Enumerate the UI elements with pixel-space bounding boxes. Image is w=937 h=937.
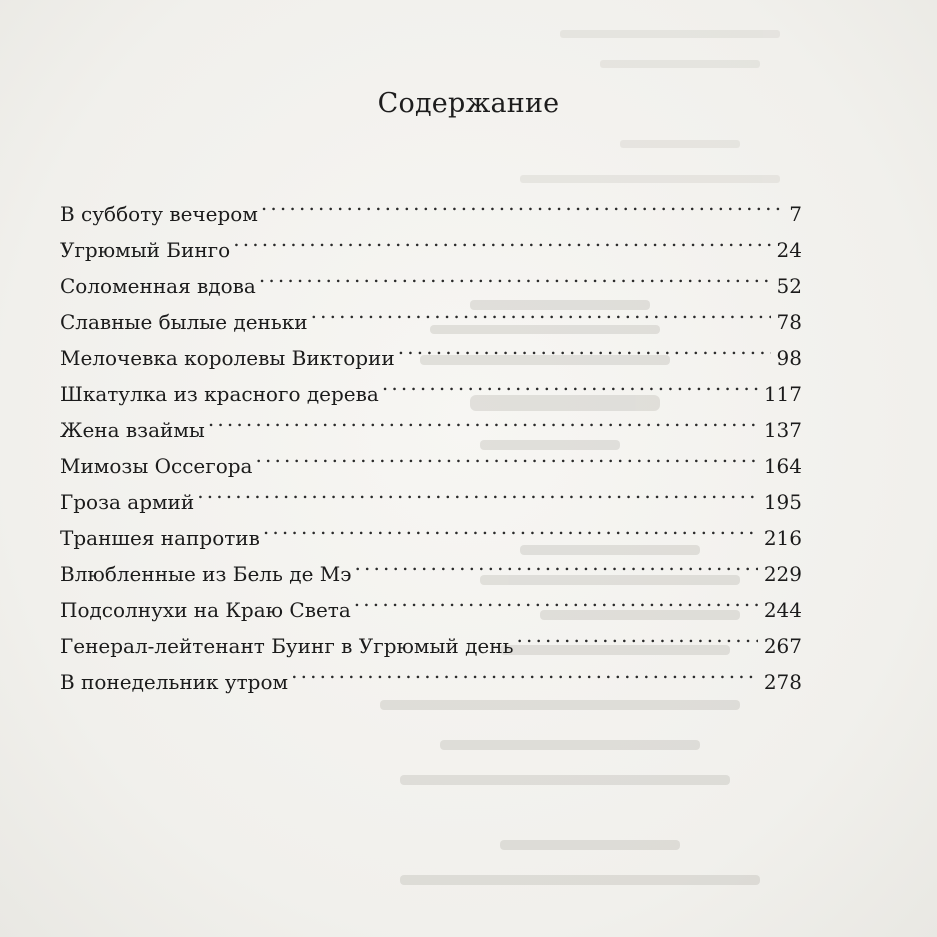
toc-entry-title: Траншея напротив <box>60 526 260 550</box>
toc-entry-page: 7 <box>789 202 802 226</box>
toc-entry-page: 78 <box>776 310 802 334</box>
toc-entry-page: 267 <box>763 634 802 658</box>
dot-leader <box>259 257 771 293</box>
dot-leader <box>516 617 757 653</box>
dot-leader <box>263 509 758 545</box>
toc-entry-page: 278 <box>763 670 802 694</box>
toc-entry-title: Соломенная вдова <box>60 274 256 298</box>
dot-leader <box>261 185 783 221</box>
dot-leader <box>233 221 770 257</box>
toc-entry-title: Мелочевка королевы Виктории <box>60 346 395 370</box>
dot-leader <box>311 293 771 329</box>
dot-leader <box>354 581 758 617</box>
toc-entry-title: Мимозы Оссегора <box>60 454 253 478</box>
dot-leader <box>382 365 758 401</box>
toc-entry-page: 137 <box>763 418 802 442</box>
toc-entry-page: 216 <box>763 526 802 550</box>
toc-entry-title: Шкатулка из красного дерева <box>60 382 379 406</box>
toc-entry-title: В понедельник утром <box>60 670 289 694</box>
dot-leader <box>197 473 758 509</box>
toc-entry-title: Жена взаймы <box>60 418 205 442</box>
toc-entry-title: Влюбленные из Бель де Мэ <box>60 562 352 586</box>
toc-entry-page: 244 <box>763 598 802 622</box>
toc-entry-page: 117 <box>763 382 802 406</box>
toc-entry-title: Подсолнухи на Краю Света <box>60 598 351 622</box>
toc-entry[interactable] <box>60 185 802 226</box>
toc-entry-page: 195 <box>763 490 802 514</box>
toc-entry-page: 52 <box>776 274 802 298</box>
toc-entry-page: 229 <box>763 562 802 586</box>
toc-entry-page: 98 <box>776 346 802 370</box>
toc-entry-title: В субботу вечером <box>60 202 258 226</box>
toc-entry-title: Гроза армий <box>60 490 195 514</box>
toc-entry-page: 24 <box>776 238 802 262</box>
toc-entry-title: Генерал-лейтенант Буинг в Угрюмый день <box>60 634 514 658</box>
toc-entry-page: 164 <box>763 454 802 478</box>
dot-leader <box>255 437 757 473</box>
table-of-contents <box>60 185 802 694</box>
dot-leader <box>398 329 771 365</box>
dot-leader <box>208 401 758 437</box>
toc-entry-title: Славные былые деньки <box>60 310 308 334</box>
dot-leader <box>291 653 758 689</box>
toc-entry-title: Угрюмый Бинго <box>60 238 231 262</box>
dot-leader <box>354 545 757 581</box>
contents-heading: Содержание <box>377 88 560 119</box>
